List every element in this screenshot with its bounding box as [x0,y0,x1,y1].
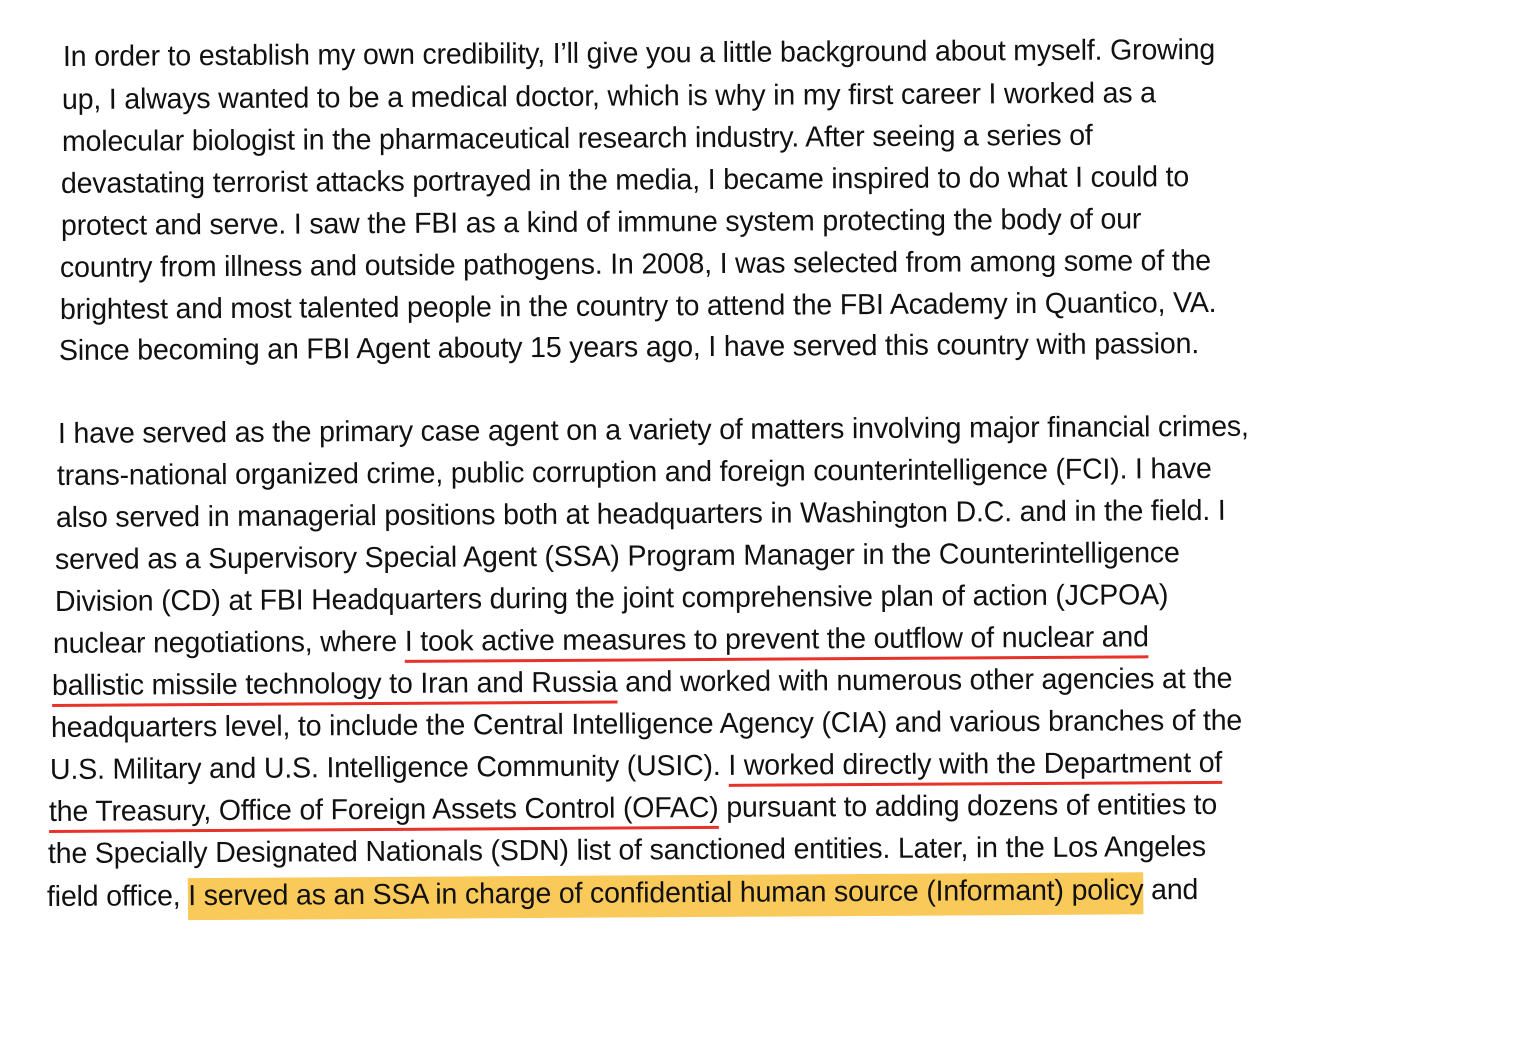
underlined-text: I took active measures to prevent the outflow of nuclear and [405,621,1149,663]
text-line: up, I always wanted to be a medical doctor, which is why in my first career I worked as a [61,77,1156,116]
text-line [52,659,1232,706]
plain-text: field office, [46,880,189,913]
plain-text: pursuant to adding dozens of entities to [718,788,1218,824]
plain-text: and [1143,873,1199,907]
text-line: devastating terrorist attacks portrayed in the media, I became inspired to do what I could to [60,161,1190,200]
underlined-text: the Treasury, Office of Foreign Assets Control (OFAC) [49,792,719,833]
text-line: served as a Supervisory Special Agent (SSA) Program Manager in the Counterintelligence [54,537,1180,576]
plain-text: nuclear negotiations, where [52,625,405,660]
text-line [47,870,1198,917]
text-line: the Specially Designated Nationals (SDN) list of sanctioned entities. Later, in the Los Angeles [47,830,1206,870]
text-line: trans-national organized crime, public corruption and foreign counterintelligence (FCI). I have [56,452,1212,492]
text-line [50,743,1222,790]
plain-text: and worked with numerous other agencies at the [617,662,1233,699]
text-line: Since becoming an FBI Agent abouty 15 years ago, I have served this country with passion. [58,328,1200,367]
text-line: I have served as the primary case agent on a variety of matters involving major financial crimes, [57,410,1249,450]
text-line: molecular biologist in the pharmaceutical research industry. After seeing a series of [61,119,1093,158]
text-line: protect and serve. I saw the FBI as a kind of immune system protecting the body of our [60,203,1142,242]
underlined-text: I worked directly with the Department of [728,747,1222,787]
text-line [49,785,1217,832]
text-line: In order to establish my own credibility, I’ll give you a little background about myself. Growing [62,33,1216,73]
plain-text: U.S. Military and U.S. Intelligence Community (USIC). [49,749,729,786]
text-line: also served in managerial positions both at headquarters in Washington D.C. and in the field. I [55,494,1226,534]
text-line [53,617,1149,664]
underlined-text: ballistic missile technology to Iran and Russia [52,667,618,707]
text-line: brightest and most talented people in the country to attend the FBI Academy in Quantico, VA. [59,286,1217,326]
text-line: headquarters level, to include the Central Intelligence Agency (CIA) and various branches of the [50,704,1243,744]
text-line: country from illness and outside pathogens. In 2008, I was selected from among some of the [59,244,1211,284]
text-line: Division (CD) at FBI Headquarters during the joint comprehensive plan of action (JCPOA) [54,579,1169,618]
highlighted-text: I served as an SSA in charge of confidential human source (Informant) policy [188,872,1143,920]
